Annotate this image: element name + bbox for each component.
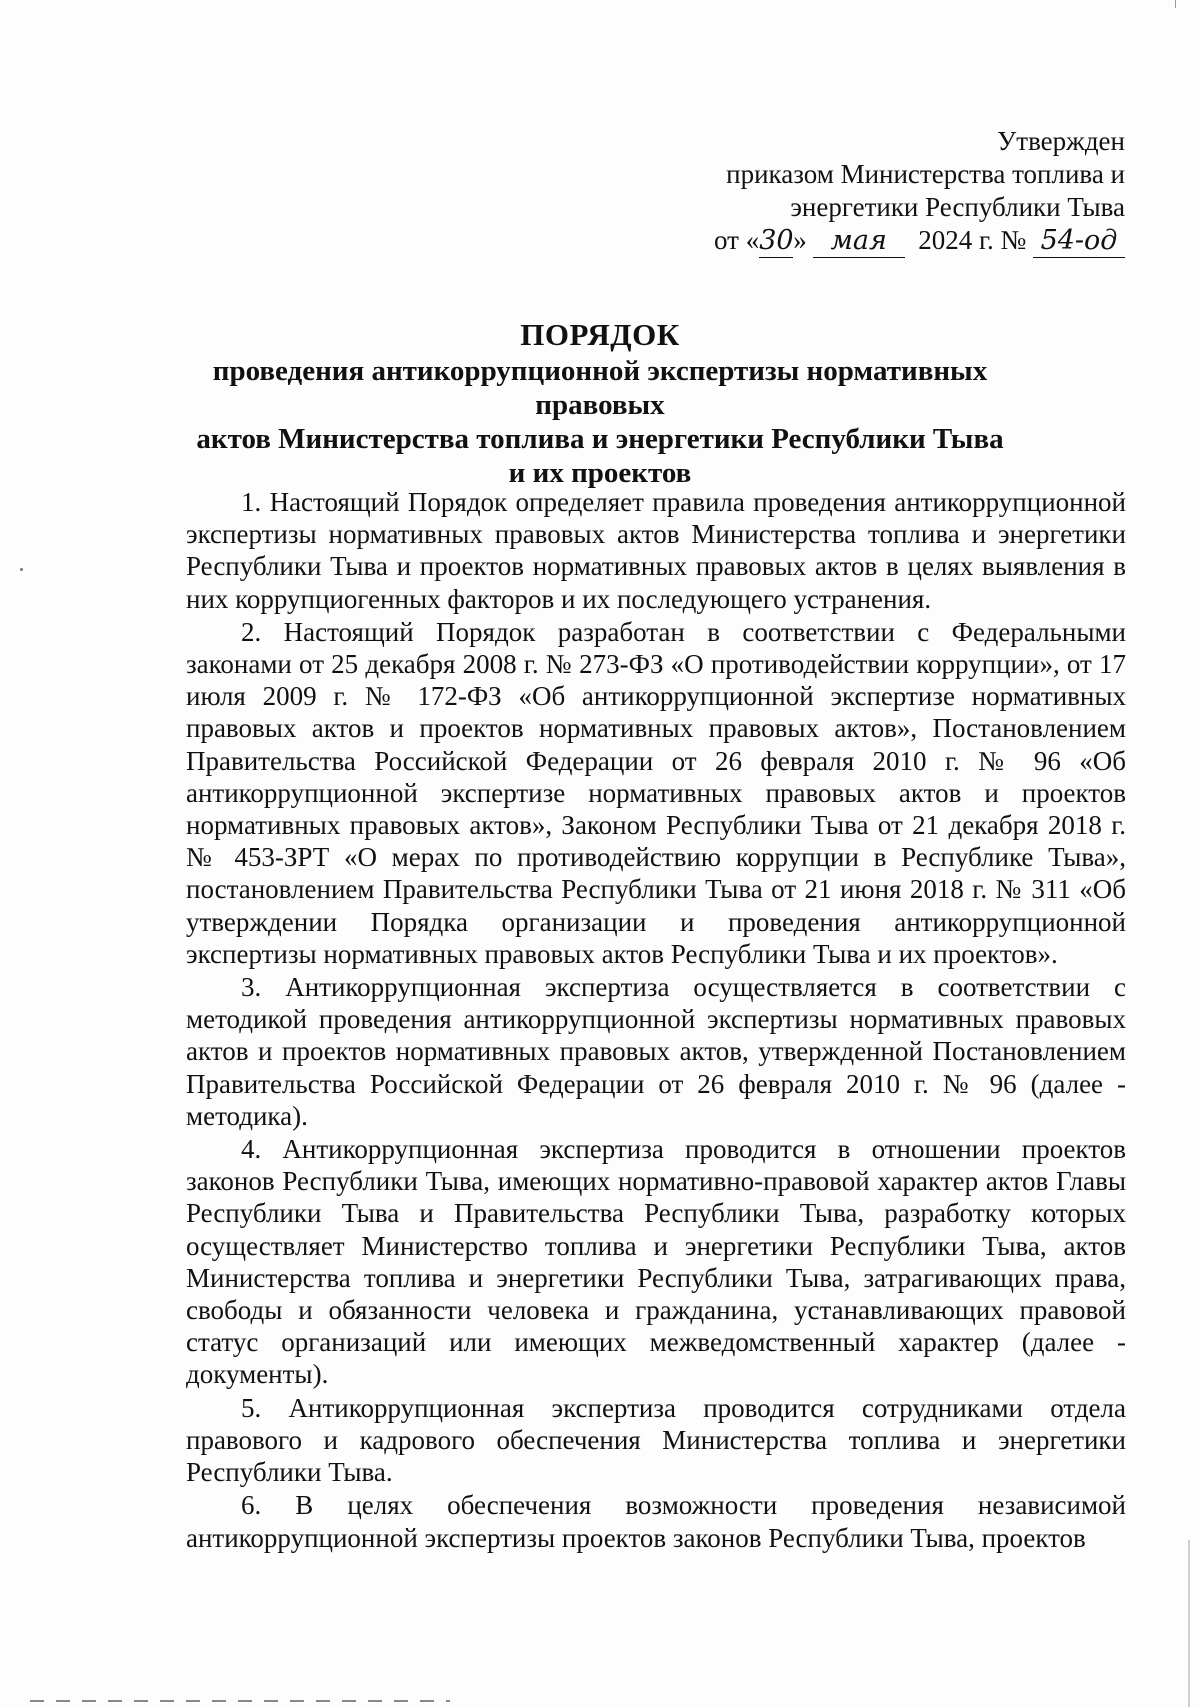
approval-line-1: Утвержден <box>997 126 1125 156</box>
document-body <box>186 486 1126 1555</box>
title-subtitle-line-3: и их проектов <box>508 457 692 489</box>
date-prefix: от « <box>714 225 760 255</box>
approval-date-line <box>605 224 1125 258</box>
title-subtitle-line-1: проведения антикоррупционной экспертизы нормативных правовых <box>212 355 988 421</box>
paragraph-5: 5. Антикоррупционная экспертиза проводится сотрудниками отдела правового и кадрового обеспечения Министерства топлива и энергетики Республики Тыва. <box>186 1392 1126 1488</box>
title-heading: ПОРЯДОК <box>520 317 680 352</box>
paragraph-4: 4. Антикоррупционная экспертиза проводится в отношении проектов законов Республики Тыва, имеющих нормативно-правовой характер актов Главы Республики Тыва и Правительства Республики Тыва, разработку которых осуществляет Министерство топлива и энергетики Республики Тыва, актов Министерства топлива и энергетики Республики Тыва, затрагивающих права, свободы и обязанности человека и гражданина, устанавливающих правовой статус организаций или имеющих межведомственный характер (далее - документы). <box>186 1134 1126 1390</box>
title-subtitle-line-2: актов Министерства топлива и энергетики Республики Тыва <box>196 423 1004 455</box>
approval-stamp-block <box>605 125 1125 258</box>
handwritten-month: мая <box>813 224 905 258</box>
scan-artifact-right-edge <box>1188 1540 1190 1707</box>
handwritten-day: 30 <box>759 225 794 256</box>
paragraph-3: 3. Антикоррупционная экспертиза осуществляется в соответствии с методикой проведения антикоррупционной экспертизы нормативных правовых актов и проектов нормативных правовых актов, утвержденной Постановлением Правительства Российской Федерации от 26 февраля 2010 г. № 96 (далее - методика). <box>186 972 1126 1131</box>
paragraph-6: 6. В целях обеспечения возможности проведения независимой антикоррупционной экспертизы проектов законов Республики Тыва, проектов <box>186 1490 1126 1553</box>
scan-artifact-top <box>1175 0 1176 8</box>
handwritten-order-number: 54-од <box>1033 224 1125 258</box>
document-title <box>150 318 1050 490</box>
date-year: 2024 г. № <box>918 225 1027 255</box>
approval-line-3: энергетики Республики Тыва <box>790 192 1125 222</box>
scan-artifact-bottom-edge <box>30 1700 450 1702</box>
paragraph-2: 2. Настоящий Порядок разработан в соответствии с Федеральными законами от 25 декабря 2008 г. № 273-ФЗ «О противодействии коррупции», от 17 июля 2009 г. № 172-ФЗ «Об антикоррупционной экспертизе нормативных правовых актов и проектов нормативных правовых актов», Постановлением Правительства Российской Федерации от 26 февраля 2010 г. № 96 «Об антикоррупционной экспертизе нормативных правовых актов и проектов нормативных правовых актов», Законом Республики Тыва от 21 декабря 2018 г. № 453-ЗРТ «О мерах по противодействию коррупции в Республике Тыва», постановлением Правительства Республики Тыва от 21 июня 2018 г. № 311 «Об утверждении Порядка организации и проведения антикоррупционной экспертизы нормативных правовых актов Республики Тыва и их проектов». <box>186 616 1126 969</box>
scan-artifact-dot <box>20 568 23 571</box>
date-mid: » <box>793 225 807 255</box>
paragraph-1: 1. Настоящий Порядок определяет правила проведения антикоррупционной экспертизы нормативных правовых актов Министерства топлива и энергетики Республики Тыва и проектов нормативных правовых актов в целях выявления в них коррупциогенных факторов и их последующего устранения. <box>186 487 1126 614</box>
approval-line-2: приказом Министерства топлива и <box>726 159 1125 189</box>
